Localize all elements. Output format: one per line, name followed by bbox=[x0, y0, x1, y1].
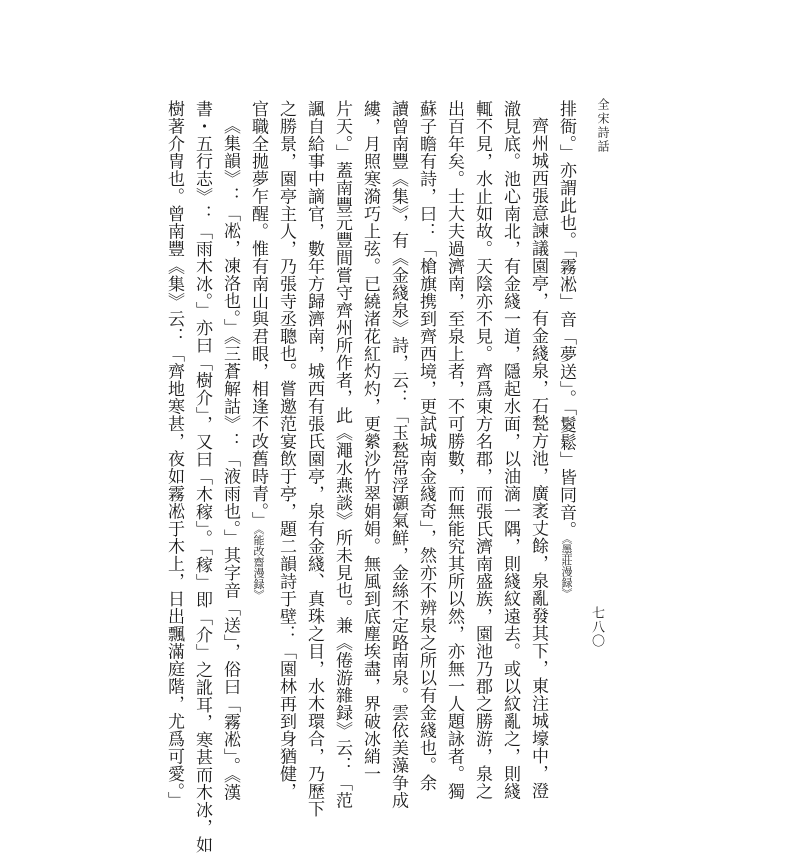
text-column bbox=[328, 100, 356, 809]
source-note: 《墨莊漫録》 bbox=[560, 538, 573, 599]
text-column bbox=[160, 100, 188, 809]
text-column bbox=[496, 100, 524, 800]
page-number: 七八〇 bbox=[589, 606, 604, 648]
text-column bbox=[468, 100, 496, 800]
running-head: 全宋詩話 bbox=[596, 98, 610, 154]
column-text: 片天。」蓋南豐元豐間嘗守齊州所作者，此《澠水燕談》所未見也。兼《倦游雜録》云：「范 bbox=[332, 100, 352, 809]
text-block bbox=[164, 100, 580, 854]
text-column bbox=[552, 100, 580, 685]
column-text: 諷自給事中謫官，數年方歸濟南，城西有張氏園亭，泉有金綫、真珠之目，水木環合，乃歷下 bbox=[304, 100, 324, 818]
text-column bbox=[524, 100, 552, 800]
column-text: 縷，月照寒漪巧上弦。已繞渚花紅灼灼，更縈沙竹翠娟娟。無風到底塵埃盡，界破冰綃一 bbox=[360, 100, 380, 783]
column-text: 之勝景，園亭主人，乃張寺丞聰也。嘗邀范宴飲于亭，題二韻詩于壁：「園林再到身猶健， bbox=[276, 100, 296, 800]
column-text: 澈見底。池心南北，有金綫一道，隱起水面，以油滴一隅，則綫紋遠去。或以紋亂之，則綫 bbox=[500, 100, 520, 800]
text-column bbox=[300, 100, 328, 818]
text-column bbox=[412, 100, 440, 792]
column-text: 《集韻》：「凇，凍洛也。」《三蒼解詁》：「液雨也。」其字音「送」，俗曰「霧凇」。《漢 bbox=[220, 117, 240, 801]
column-text: 排衙。」亦謂此也。「霧凇」音「夢送」。「鬉鬆」皆同音。 bbox=[556, 100, 576, 539]
column-text: 出百年矣。士大夫過濟南，至泉上者，不可勝數，而無能究其所以然，亦無一人題詠者。獨 bbox=[444, 100, 464, 800]
column-text: 輒不見，水止如故。天陰亦不見。齊爲東方名郡，而張氏濟南盛族，園池乃郡之勝游，泉之 bbox=[472, 100, 492, 800]
text-column bbox=[356, 100, 384, 783]
text-column bbox=[440, 100, 468, 800]
text-column bbox=[384, 100, 412, 809]
text-column bbox=[244, 100, 272, 685]
column-text: 齊州城西張意諫議園亭，有金綫泉，石甃方池，廣袤丈餘，泉亂發其下，東注城壕中，澄 bbox=[528, 117, 548, 800]
column-text: 官職全拋夢乍醒。惟有南山與君眼，相逢不改舊時青。」 bbox=[248, 100, 268, 529]
text-column bbox=[216, 100, 244, 801]
text-column bbox=[188, 100, 216, 854]
column-text: 讀曾南豐《集》，有《金綫泉》詩，云：「玉甃常浮灝氣鮮，金絲不定路南泉。雲依美藻争成 bbox=[388, 100, 408, 809]
text-column bbox=[272, 100, 300, 800]
column-text: 樹著介冑也。曾南豐《集》云：「齊地寒甚，夜如霧凇于木上，日出飄滿庭階，尤爲可愛。」 bbox=[164, 100, 184, 809]
column-text: 蘇子瞻有詩，曰：「槍旗携到齊西境，更試城南金綫奇」，然亦不辨泉之所以有金綫也。余 bbox=[416, 100, 436, 792]
column-text: 書・五行志》：「雨木冰。」亦曰「樹介」，又曰「木稼」。「稼」即「介」之訛耳，寒甚而木冰，如 bbox=[192, 100, 212, 854]
source-note: 《能改齋漫録》 bbox=[252, 529, 265, 601]
